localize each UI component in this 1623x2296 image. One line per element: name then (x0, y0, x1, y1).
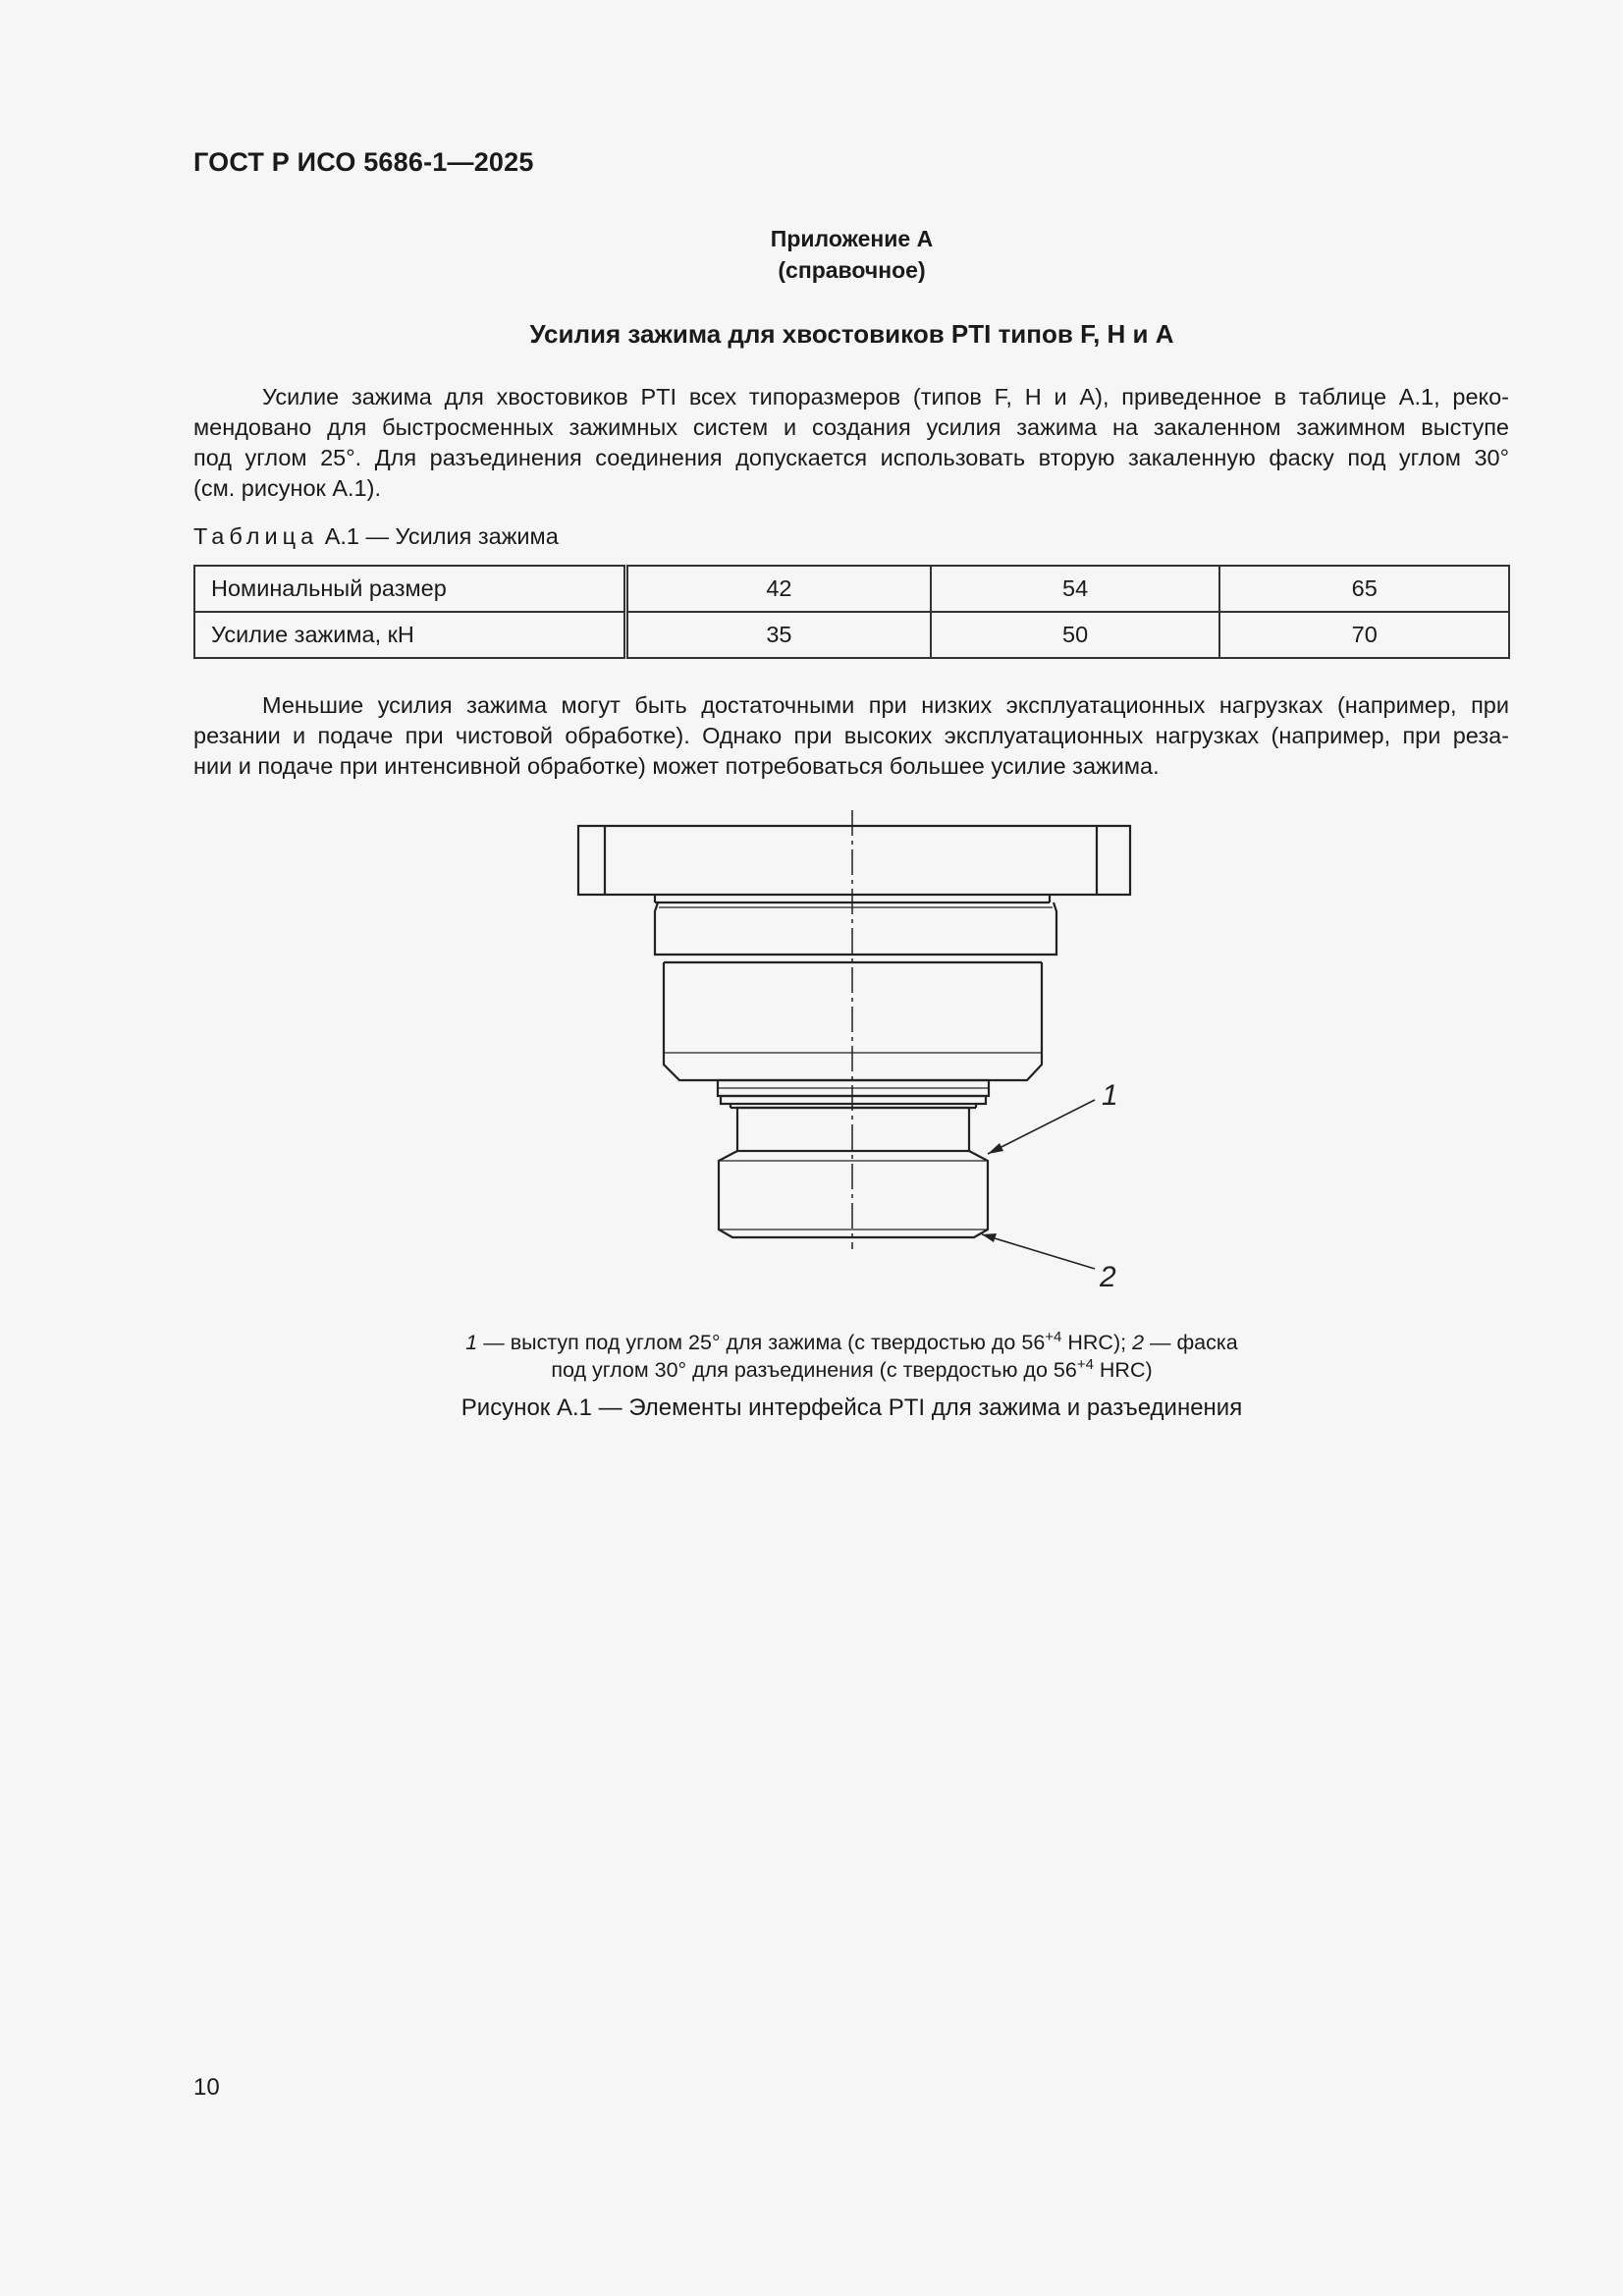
paragraph-line: резании и подаче при чистовой обработке). Однако при высоких эксплуатационных нагрузках (например, при реза- (193, 723, 1509, 748)
table-caption-text: А.1 — Усилия зажима (324, 523, 559, 549)
table-cell: 54 (931, 566, 1220, 612)
figure-legend-line-2 (0, 1351, 1623, 1384)
table-row (194, 612, 1509, 658)
standard-header: ГОСТ Р ИСО 5686-1—2025 (193, 147, 534, 177)
callout-label-1: 1 (1102, 1079, 1118, 1112)
arrow-head-1 (988, 1143, 1003, 1154)
figure-caption: Рисунок А.1 — Элементы интерфейса PTI для зажима и разъединения (460, 1394, 1243, 1421)
section-title: Усилия зажима для хвостовиков PTI типов F, H и A (529, 319, 1174, 349)
arrow-head-2 (982, 1233, 997, 1242)
legend-text: под углом 30° для разъединения (с твердостью до 56 (551, 1358, 1077, 1383)
table-caption (193, 523, 559, 550)
legend-number-1: 1 (465, 1331, 478, 1355)
table-cell: 42 (626, 566, 931, 612)
table-row (194, 566, 1509, 612)
paragraph-line: мендовано для быстросменных зажимных систем и создания усилия зажима на закаленном зажимном выступе (193, 414, 1509, 440)
legend-text: — выступ под углом 25° для зажима (с твердостью до 56 (477, 1331, 1046, 1355)
leader-line-1 (988, 1100, 1095, 1154)
table-caption-label: Таблица (193, 523, 319, 549)
table-row-label: Усилие зажима, кН (194, 612, 626, 658)
second-paragraph (193, 690, 1509, 782)
legend-superscript: +4 (1076, 1356, 1094, 1373)
leader-line-2 (982, 1234, 1095, 1269)
table-cell: 65 (1219, 566, 1509, 612)
table-row-label: Номинальный размер (194, 566, 626, 612)
legend-text: HRC) (1093, 1358, 1153, 1383)
legend-text: HRC); (1061, 1331, 1133, 1355)
intro-paragraph (193, 382, 1509, 504)
legend-superscript: +4 (1045, 1329, 1062, 1345)
flange-outline (578, 826, 1130, 895)
table-cell: 70 (1219, 612, 1509, 658)
paragraph-line: Усилие зажима для хвостовиков PTI всех типоразмеров (типов F, H и A), приведенное в таблице А.1, реко- (262, 384, 1509, 410)
page-number: 10 (193, 2074, 220, 2101)
table-cell: 50 (931, 612, 1220, 658)
paragraph-line: (см. рисунок А.1). (193, 475, 381, 501)
paragraph-line: Меньшие усилия зажима могут быть достаточными при низких эксплуатационных нагрузках (например, при (262, 692, 1509, 718)
annex-subtitle: (справочное) (778, 257, 926, 283)
legend-number-2: 2 (1132, 1331, 1145, 1355)
paragraph-line: нии и подаче при интенсивной обработке) может потребоваться большее усилие зажима. (193, 753, 1160, 779)
clamping-force-table (193, 565, 1510, 659)
paragraph-line: под углом 25°. Для разъединения соединения допускается использовать вторую закаленную фаску под углом 30° (193, 445, 1509, 470)
callout-label-2: 2 (1100, 1261, 1116, 1293)
legend-text: — фаска (1144, 1331, 1238, 1355)
table-cell: 35 (626, 612, 931, 658)
annex-title: Приложение А (770, 226, 934, 251)
pti-shank-drawing (560, 805, 1149, 1296)
